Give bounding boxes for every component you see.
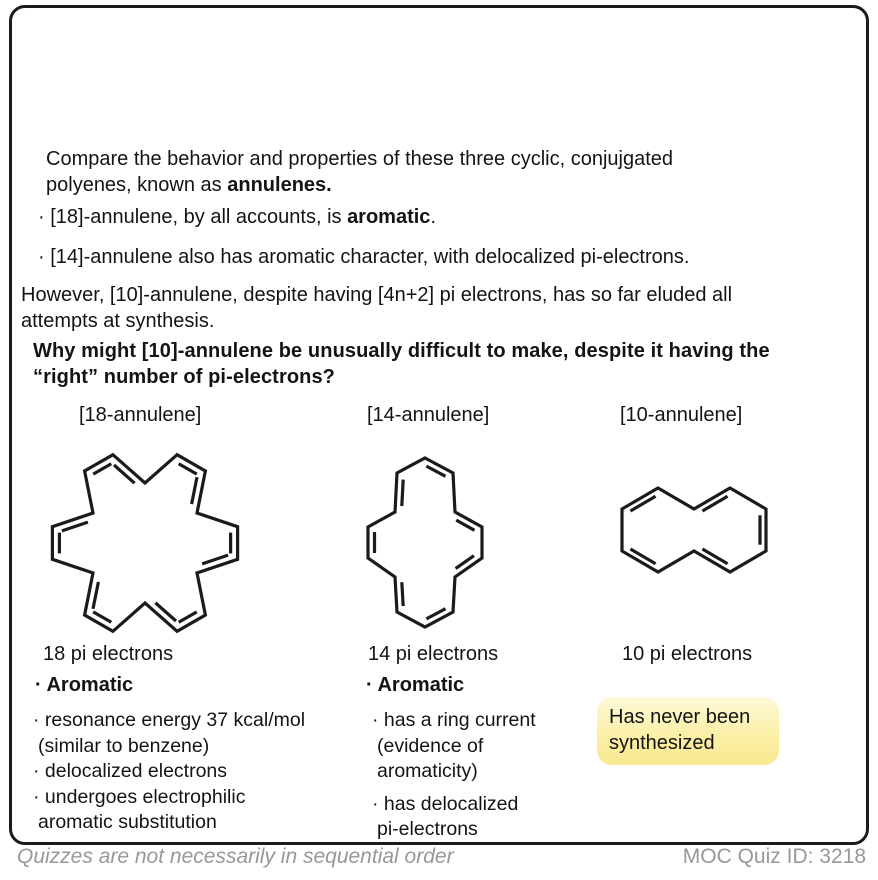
however-paragraph: [21, 282, 732, 334]
never-synthesized-highlight: [597, 697, 779, 765]
label-18-annulene: [18-annulene]: [79, 404, 202, 426]
bullet-18-annulene: [38, 204, 436, 230]
bullet-14-annulene: [38, 244, 689, 270]
intro-line2: polyenes, known as: [46, 174, 228, 196]
intro-line1: Compare the behavior and properties of these three cyclic, conjujgated: [46, 148, 674, 170]
however-line1: However, [10]-annulene, despite having [4n+2] pi electrons, has so far eluded all: [21, 284, 733, 306]
intro-paragraph: [46, 146, 673, 198]
aromatic-14: · Aromatic: [366, 674, 465, 696]
note-line: · undergoes electrophilic: [33, 785, 246, 808]
bullet-14-text: · [14]-annulene also has aromatic character, with delocalized pi-electrons.: [38, 246, 690, 268]
notes-18-annulene: [33, 708, 343, 836]
note-line: aromaticity): [377, 760, 478, 782]
note-line: aromatic substitution: [38, 811, 217, 833]
highlight-line1: Has never been: [609, 706, 751, 728]
footer-disclaimer: Quizzes are not necessarily in sequential order: [17, 845, 454, 868]
highlight-line2: synthesized: [609, 732, 715, 754]
bullet-18-text: · [18]-annulene, by all accounts, is: [38, 206, 348, 228]
label-10-annulene: [10-annulene]: [620, 404, 743, 426]
question-paragraph: [33, 338, 770, 390]
however-line2: attempts at synthesis.: [21, 310, 215, 332]
pi-count-18: 18 pi electrons: [43, 643, 174, 665]
intro-line2-bold: annulenes.: [227, 174, 332, 196]
note-line: (evidence of: [377, 734, 484, 757]
aromatic-18: · Aromatic: [35, 674, 134, 696]
question-line2: “right” number of pi-electrons?: [33, 366, 335, 388]
pi-count-14: 14 pi electrons: [368, 643, 499, 665]
annulene-10-structure: [615, 480, 775, 576]
note-line: pi-electrons: [377, 818, 478, 840]
pi-count-10: 10 pi electrons: [622, 643, 753, 665]
label-14-annulene: [14-annulene]: [367, 404, 490, 426]
annulene-14-structure: [330, 440, 520, 640]
note-line: · has a ring current: [372, 709, 536, 731]
bullet-18-post: .: [430, 206, 436, 228]
bullet-18-bold: aromatic: [347, 206, 431, 228]
notes-14-annulene: [372, 708, 612, 843]
note-line: · has delocalized: [372, 792, 519, 815]
annulene-18-structure: [45, 446, 245, 641]
note-line: · delocalized electrons: [33, 760, 228, 782]
question-line1: Why might [10]-annulene be unusually difficult to make, despite it having the: [33, 340, 770, 362]
footer-quiz-id: MOC Quiz ID: 3218: [682, 845, 866, 868]
note-line: (similar to benzene): [38, 734, 210, 757]
note-line: · resonance energy 37 kcal/mol: [33, 709, 306, 731]
